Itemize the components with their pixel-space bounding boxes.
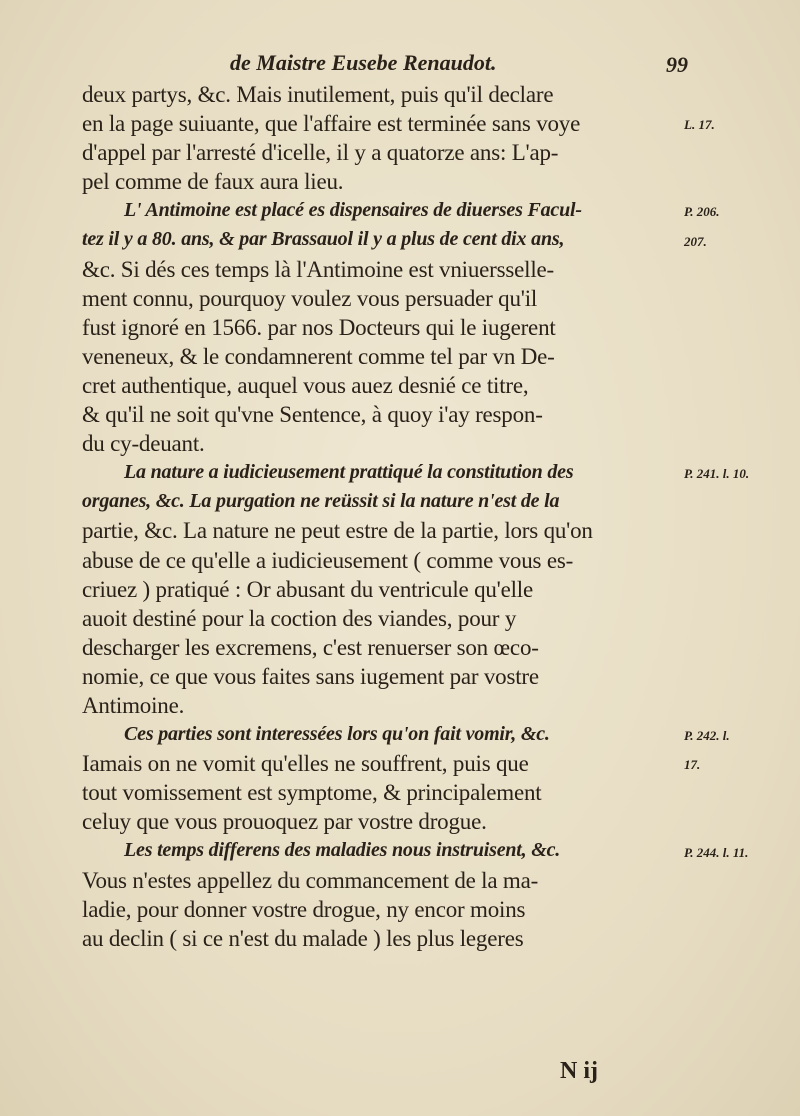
text-line: veneneux, & le condamnerent comme tel par vn De-: [82, 343, 555, 369]
text-line: cret authentique, auquel vous auez desnié ce titre,: [82, 372, 529, 398]
running-title: de Maistre Eusebe Renaudot.: [230, 50, 497, 75]
text-line: criuez ) pratiqué : Or abusant du ventricule qu'elle: [82, 576, 534, 602]
text-line: tez il y a 80. ans, & par Brassauol il y a plus de cent dix ans,: [82, 228, 565, 251]
margin-note: P. 206.: [684, 204, 720, 220]
text-line: partie, &c. La nature ne peut estre de la partie, lors qu'on: [82, 518, 593, 544]
text-line: tout vomissement est symptome, & principalement: [82, 780, 542, 806]
text-line: ladie, pour donner vostre drogue, ny encor moins: [82, 896, 526, 922]
margin-note: 17.: [684, 757, 701, 773]
text-line: descharger les excremens, c'est renuerser son œco-: [82, 634, 539, 660]
text-line: Ces parties sont interessées lors qu'on fait vomir, &c.: [124, 723, 550, 746]
text-line: abuse de ce qu'elle a iudicieusement ( comme vous es-: [82, 547, 574, 573]
text-line: celuy que vous prouoquez par vostre drogue.: [82, 809, 487, 835]
margin-note: P. 242. l.: [684, 728, 730, 744]
text-line: La nature a iudicieusement prattiqué la constitution des: [124, 461, 574, 484]
text-line: auoit destiné pour la coction des viandes, pour y: [82, 605, 517, 631]
body-text: [82, 80, 682, 953]
text-line: du cy-deuant.: [82, 431, 205, 457]
text-line: L' Antimoine est placé es dispensaires de diuerses Facul-: [124, 199, 582, 222]
text-line: ment connu, pourquoy voulez vous persuader qu'il: [82, 285, 538, 311]
margin-note: P. 241. l. 10.: [684, 466, 750, 482]
text-line: Vous n'estes appellez du commancement de la ma-: [82, 867, 539, 893]
signature-mark: N ij: [560, 1058, 598, 1084]
margin-note: L. 17.: [684, 117, 715, 133]
text-line: Antimoine.: [82, 692, 185, 718]
text-line: pel comme de faux aura lieu.: [82, 169, 344, 195]
text-line: Iamais on ne vomit qu'elles ne souffrent, puis que: [82, 751, 529, 777]
text-line: deux partys, &c. Mais inutilement, puis qu'il declare: [82, 82, 554, 107]
text-line: organes, &c. La purgation ne reüssit si la nature n'est de la: [82, 490, 560, 513]
page-number: 99: [666, 52, 688, 77]
margin-note: P. 244. l. 11.: [684, 844, 749, 860]
text-line: nomie, ce que vous faites sans iugement par vostre: [82, 663, 539, 689]
text-line: d'appel par l'arresté d'icelle, il y a quatorze ans: L'ap-: [82, 140, 559, 166]
text-line: &c. Si dés ces temps là l'Antimoine est vniuersselle-: [82, 256, 554, 282]
text-line: au declin ( si ce n'est du malade ) les plus legeres: [82, 925, 524, 951]
text-line: Les temps differens des maladies nous instruisent, &c.: [124, 839, 561, 862]
margin-note: 207.: [684, 233, 707, 249]
text-line: fust ignoré en 1566. par nos Docteurs qui le iugerent: [82, 314, 556, 340]
text-line: & qu'il ne soit qu'vne Sentence, à quoy i'ay respon-: [82, 402, 543, 428]
text-line: en la page suiuante, que l'affaire est terminée sans voye: [82, 111, 581, 137]
